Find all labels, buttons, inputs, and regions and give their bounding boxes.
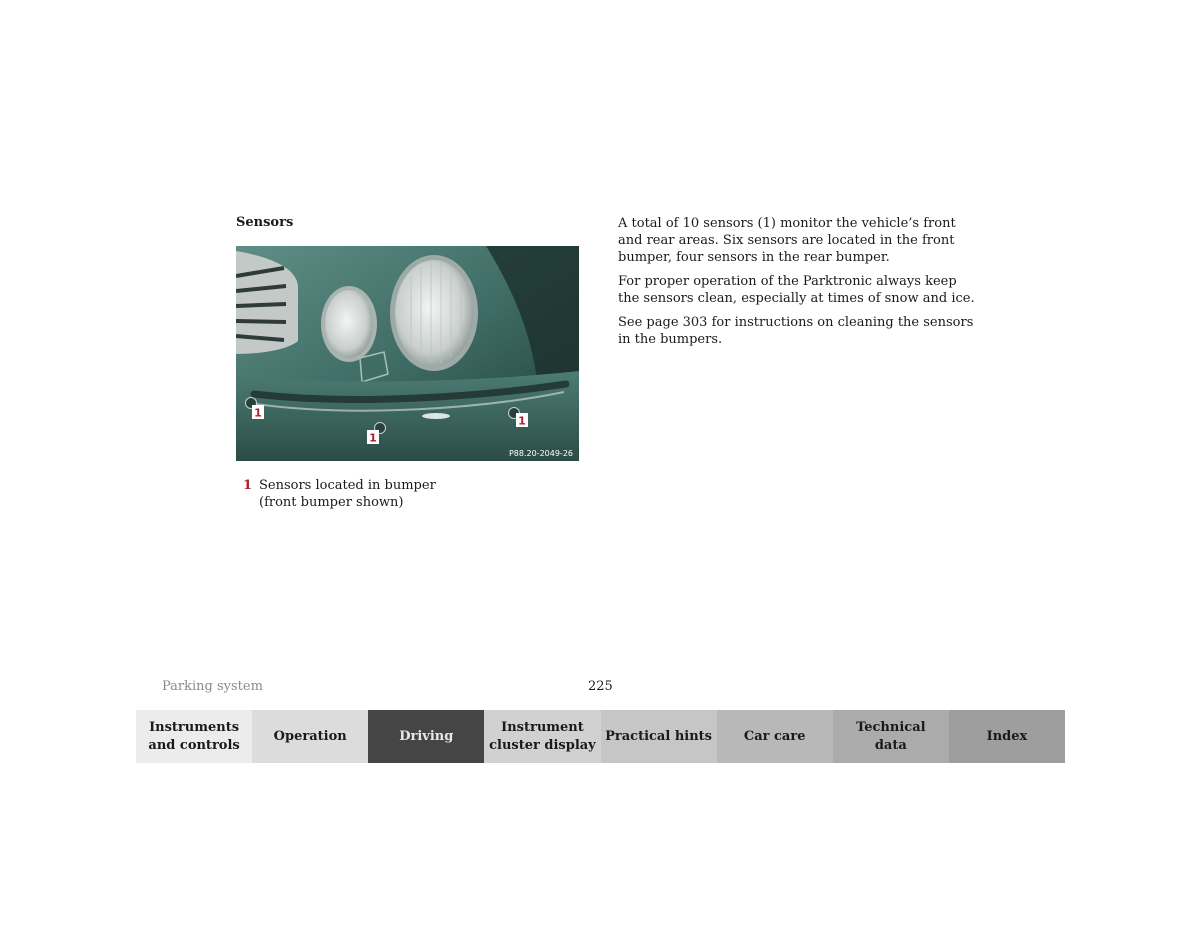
tab-instruments-and-controls[interactable]: Instruments and controls <box>136 710 252 763</box>
page-number: 225 <box>588 679 613 694</box>
footer-section-title: Parking system <box>162 679 263 694</box>
svg-text:1: 1 <box>369 431 377 445</box>
car-front-drawing <box>236 246 579 461</box>
tab-car-care[interactable]: Car care <box>717 710 833 763</box>
tab-driving[interactable]: Driving <box>368 710 484 763</box>
section-heading: Sensors <box>236 215 294 230</box>
sensor-callout <box>516 413 528 428</box>
paragraph: For proper operation of the Parktronic always keep the sensors clean, especially at times of snow and ice. <box>618 274 975 306</box>
caption-number: 1 <box>243 478 253 493</box>
caption-text: Sensors located in bumper (front bumper shown) <box>259 478 436 510</box>
paragraph: A total of 10 sensors (1) monitor the vehicle’s front and rear areas. Six sensors are located in the front bumper, four sensors in the rear bumper. <box>618 216 956 265</box>
svg-text:1: 1 <box>254 406 262 420</box>
svg-text:1: 1 <box>518 414 526 428</box>
tab-index[interactable]: Index <box>949 710 1065 763</box>
tab-technical-data[interactable]: Technical data <box>833 710 949 763</box>
chapter-tabs <box>136 710 1065 763</box>
paragraph: See page 303 for instructions on cleaning the sensors in the bumpers. <box>618 315 974 347</box>
figure-caption <box>243 477 436 511</box>
sensor-callout <box>252 405 264 420</box>
tab-practical-hints[interactable]: Practical hints <box>601 710 717 763</box>
tab-operation[interactable]: Operation <box>252 710 368 763</box>
tab-instrument-cluster-display[interactable]: Instrument cluster display <box>484 710 600 763</box>
bumper-sensors-illustration <box>236 246 579 461</box>
sensor-callout <box>367 430 379 445</box>
figure-code: P88.20-2049-26 <box>508 449 573 458</box>
body-text <box>618 215 978 355</box>
